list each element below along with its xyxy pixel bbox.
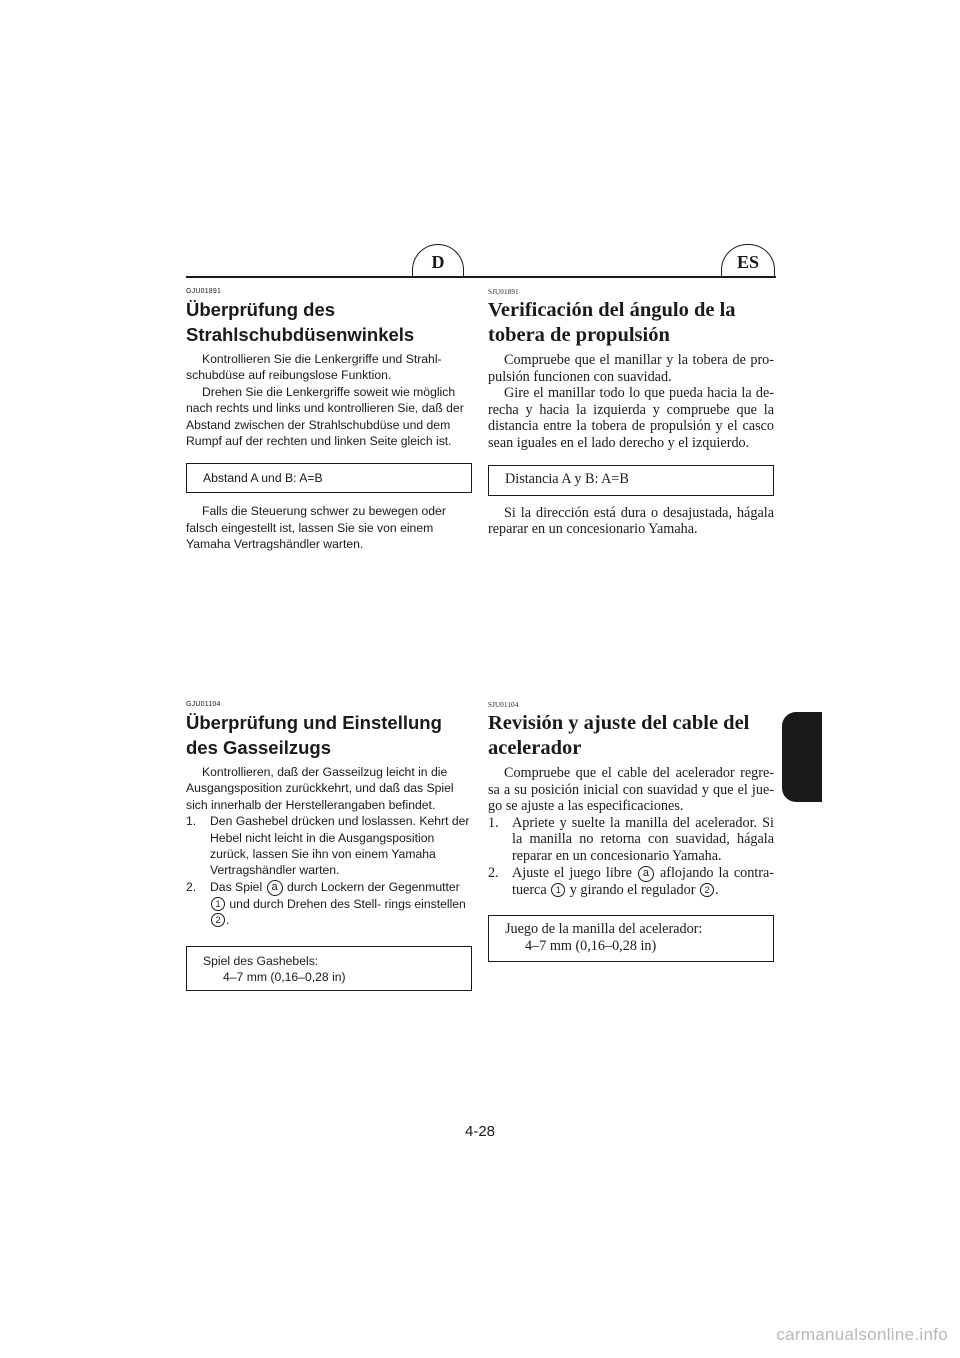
spec-text: Abstand A und B: A=B — [203, 471, 323, 486]
marker-1-icon: 1 — [551, 883, 565, 897]
spec-box — [186, 463, 472, 493]
section-code: GJU01891 — [186, 288, 222, 295]
lang-tab-es: ES — [721, 244, 775, 278]
list-item: 1. Den Gashebel drücken und loslassen. Kehrt der Hebel nicht leicht in die Ausgangsposition zurück, lassen Sie ihn von einem Yamaha Vertragshändler warten. — [186, 814, 470, 878]
page-number: 4-28 — [464, 1123, 496, 1140]
paragraph: Kontrollieren Sie die Lenkergriffe und Strahl- schubdüse auf reibungslose Funktion. — [186, 352, 442, 383]
section-title: Verificación del ángulo de la tobera de propulsión — [488, 299, 736, 346]
list-item: 1. Apriete y suelte la manilla del acelerador. Si la manilla no retorna con suavidad, hágala reparar en un concesionario Yamaha. — [488, 814, 774, 864]
paragraph: Gire el manillar todo lo que pueda hacia la de- recha y hacia la izquierda y compruebe que la distancia entre la tobera de propulsión y el casco sean iguales en el lado derecho y el izquierdo. — [488, 385, 774, 451]
spec-value: 4–7 mm (0,16–0,28 in) — [223, 970, 346, 985]
paragraph: Compruebe que el cable del acelerador regre- sa a su posición inicial con suavidad y que el jue- go se ajuste a las especificaciones. — [488, 765, 774, 815]
watermark: carmanualsonline.info — [776, 1325, 948, 1344]
section-code: GJU01104 — [186, 701, 221, 708]
section-title: Revisión y ajuste del cable del acelerador — [488, 712, 750, 759]
spec-label: Juego de la manilla del acelerador: — [505, 921, 703, 938]
spec-value: 4–7 mm (0,16–0,28 in) — [525, 937, 657, 954]
marker-1-icon: 1 — [211, 897, 225, 911]
paragraph: Drehen Sie die Lenkergriffe soweit wie möglich nach rechts und links und kontrollieren Sie, daß der Abstand zwischen der Strahlschubdüse und dem Rumpf auf der rechten und linken Seite gleich ist. — [186, 384, 464, 449]
spec-label: Spiel des Gashebels: — [203, 953, 319, 968]
paragraph: Compruebe que el manillar y la tobera de pro- pulsión funcionen con suavidad. — [488, 352, 774, 385]
list-item: 2. Das Spiel a durch Lockern der Gegenmutter 1 und durch Drehen des Stell- rings einstellen 2 . — [186, 879, 466, 928]
marker-2-icon: 2 — [700, 883, 714, 897]
spec-text: Distancia A y B: A=B — [505, 470, 629, 487]
paragraph: Kontrollieren, daß der Gasseilzug leicht in die Ausgangsposition zurückkehrt, und daß das Spiel sich innerhalb der Herstellerangaben befindet. — [186, 765, 454, 812]
es-section-nozzle-angle — [488, 288, 774, 538]
paragraph: Falls die Steuerung schwer zu bewegen oder falsch eingestellt ist, lassen Sie sie von einem Yamaha Vertragshändler warten. — [186, 504, 446, 552]
paragraph: Si la dirección está dura o desajustada, hágala reparar en un concesionario Yamaha. — [488, 504, 774, 538]
marker-a-icon: a — [638, 866, 654, 882]
section-title: Überprüfung und Einstellung des Gasseilzugs — [186, 712, 442, 758]
marker-a-icon: a — [267, 880, 283, 896]
marker-2-icon: 2 — [211, 913, 225, 927]
section-code: SJU01104 — [488, 701, 519, 709]
es-section-throttle-cable — [488, 701, 774, 962]
lang-tab-de: D — [412, 244, 464, 278]
de-section-throttle-cable — [186, 701, 472, 991]
header-rule — [186, 276, 776, 278]
list-item: 2. Ajuste el juego libre a aflojando la contra- tuerca 1 y girando el regulador 2 . — [488, 864, 774, 898]
spec-box — [488, 465, 774, 496]
spec-box — [488, 915, 774, 962]
spec-box — [186, 946, 472, 991]
section-code: SJU01891 — [488, 288, 519, 296]
section-title: Überprüfung des Strahlschubdüsenwinkels — [186, 299, 415, 345]
chapter-side-tab — [782, 712, 822, 802]
de-section-nozzle-angle — [186, 288, 472, 553]
